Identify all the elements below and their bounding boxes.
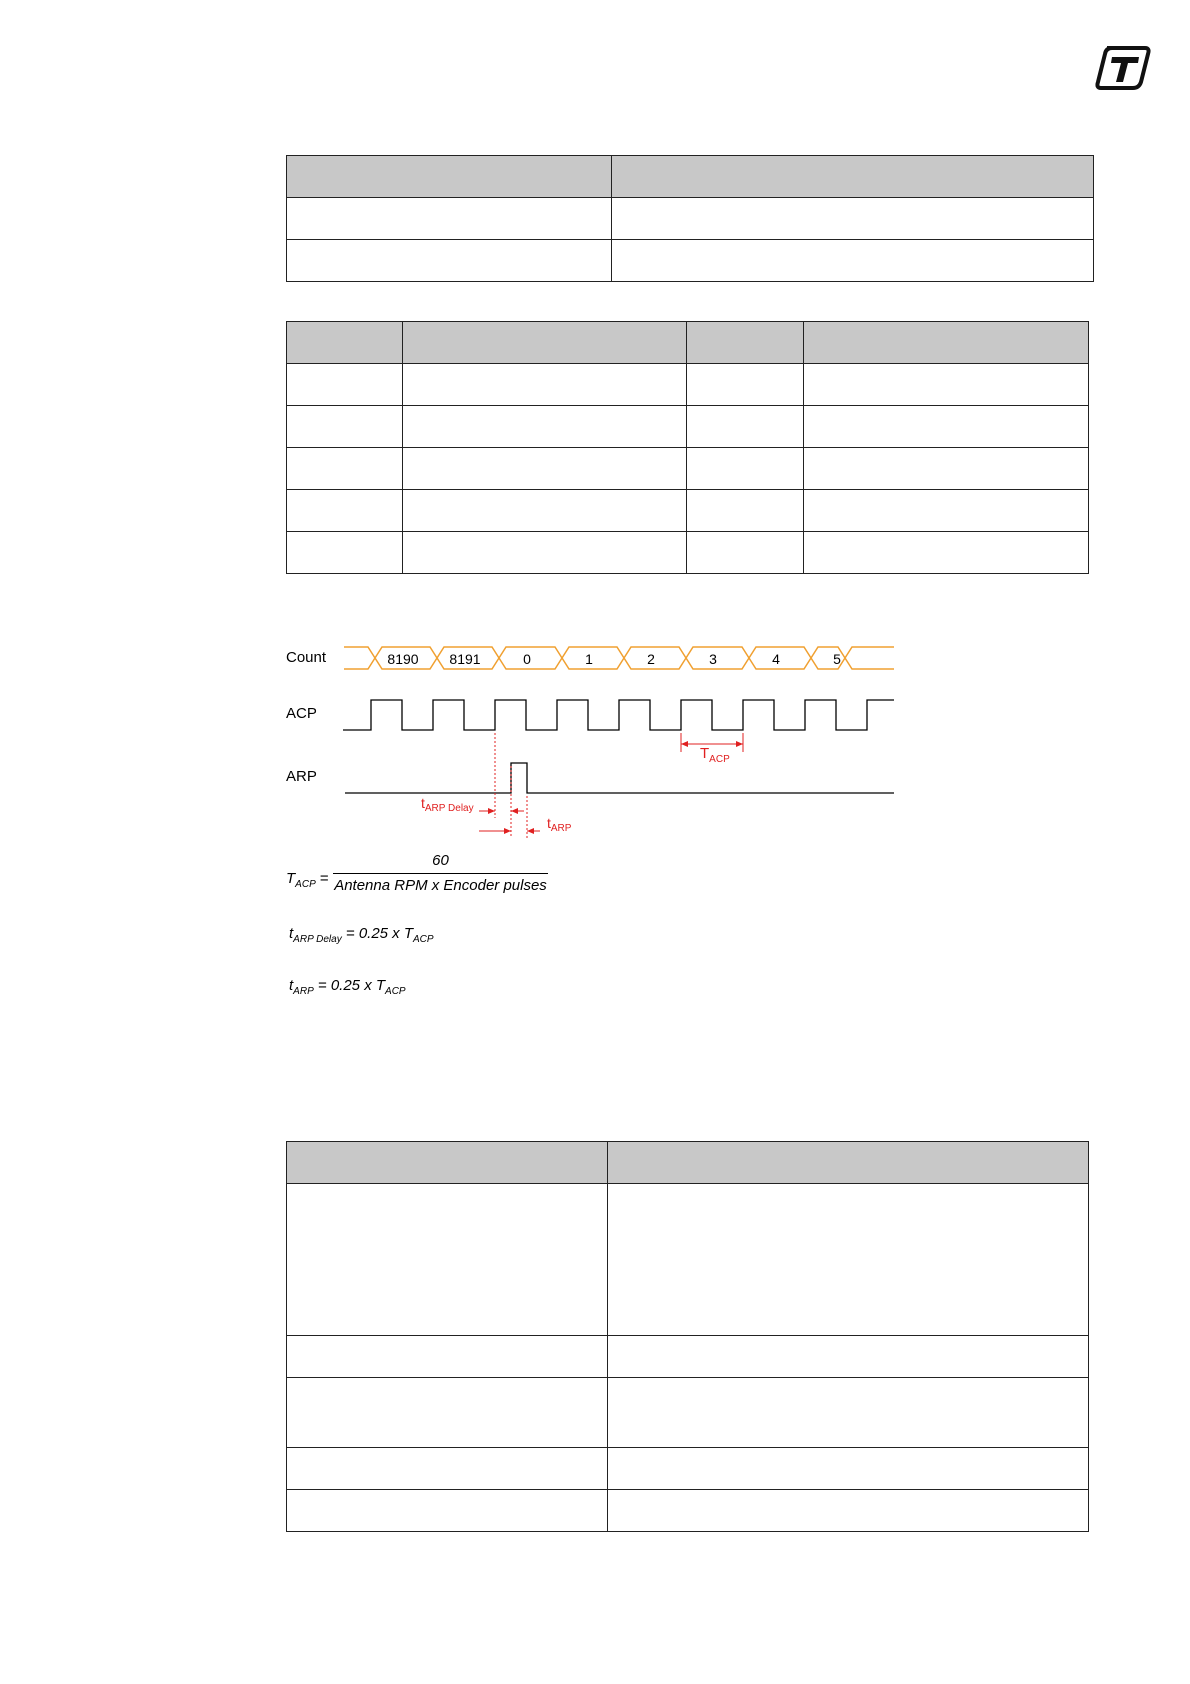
timing-diagram [278,630,908,1010]
t-arp-delay-label: $t_{ARP Delay}$ [421,795,474,814]
formula-tarp-delay: $t_{ARP Delay} = 0.25$ x $T_{ACP}$ [289,925,434,945]
t-acp-label: $T_{ACP}$ [700,745,730,765]
formula-tacp-lhs: $T_{ACP}$ = [286,870,329,890]
acp-waveform [343,700,894,730]
table-row [287,1378,1089,1448]
count-value: 8191 [449,651,481,667]
table-row [287,240,1094,282]
formula-tacp-fraction [333,852,548,894]
count-value: 4 [772,651,780,667]
table-1 [286,155,1094,282]
table-3 [286,1141,1089,1532]
count-value: 3 [709,651,717,667]
fraction-bar [333,873,548,874]
t-arp-label: $t_{ARP}$ [547,815,572,834]
table-row [287,1336,1089,1378]
table-row [287,364,1089,406]
table-row [287,1448,1089,1490]
table-row [287,448,1089,490]
table-row [287,406,1089,448]
count-value: 2 [647,651,655,667]
signal-label-arp: ARP [286,768,317,785]
table-row [287,1490,1089,1532]
count-value: 1 [585,651,593,667]
t-logo-icon [1095,44,1151,92]
table-header-row [287,156,1094,198]
formula-tarp: $t_{ARP} = 0.25$ x $T_{ACP}$ [289,977,406,997]
signal-label-acp: ACP [286,705,317,722]
count-values [387,651,841,667]
table-header-row [287,322,1089,364]
signal-label-count: Count [286,649,327,666]
table-row [287,490,1089,532]
formula-numerator: 60 [432,852,449,869]
table-row [287,198,1094,240]
count-value: 0 [523,651,531,667]
table-row [287,532,1089,574]
count-bus [344,647,894,669]
table-2 [286,321,1089,574]
table-row [287,1184,1089,1336]
count-value: 5 [833,651,841,667]
formula-denominator: Antenna RPM x Encoder pulses [334,877,547,894]
arp-waveform [345,763,894,793]
table-header-row [287,1142,1089,1184]
count-value: 8190 [387,651,419,667]
